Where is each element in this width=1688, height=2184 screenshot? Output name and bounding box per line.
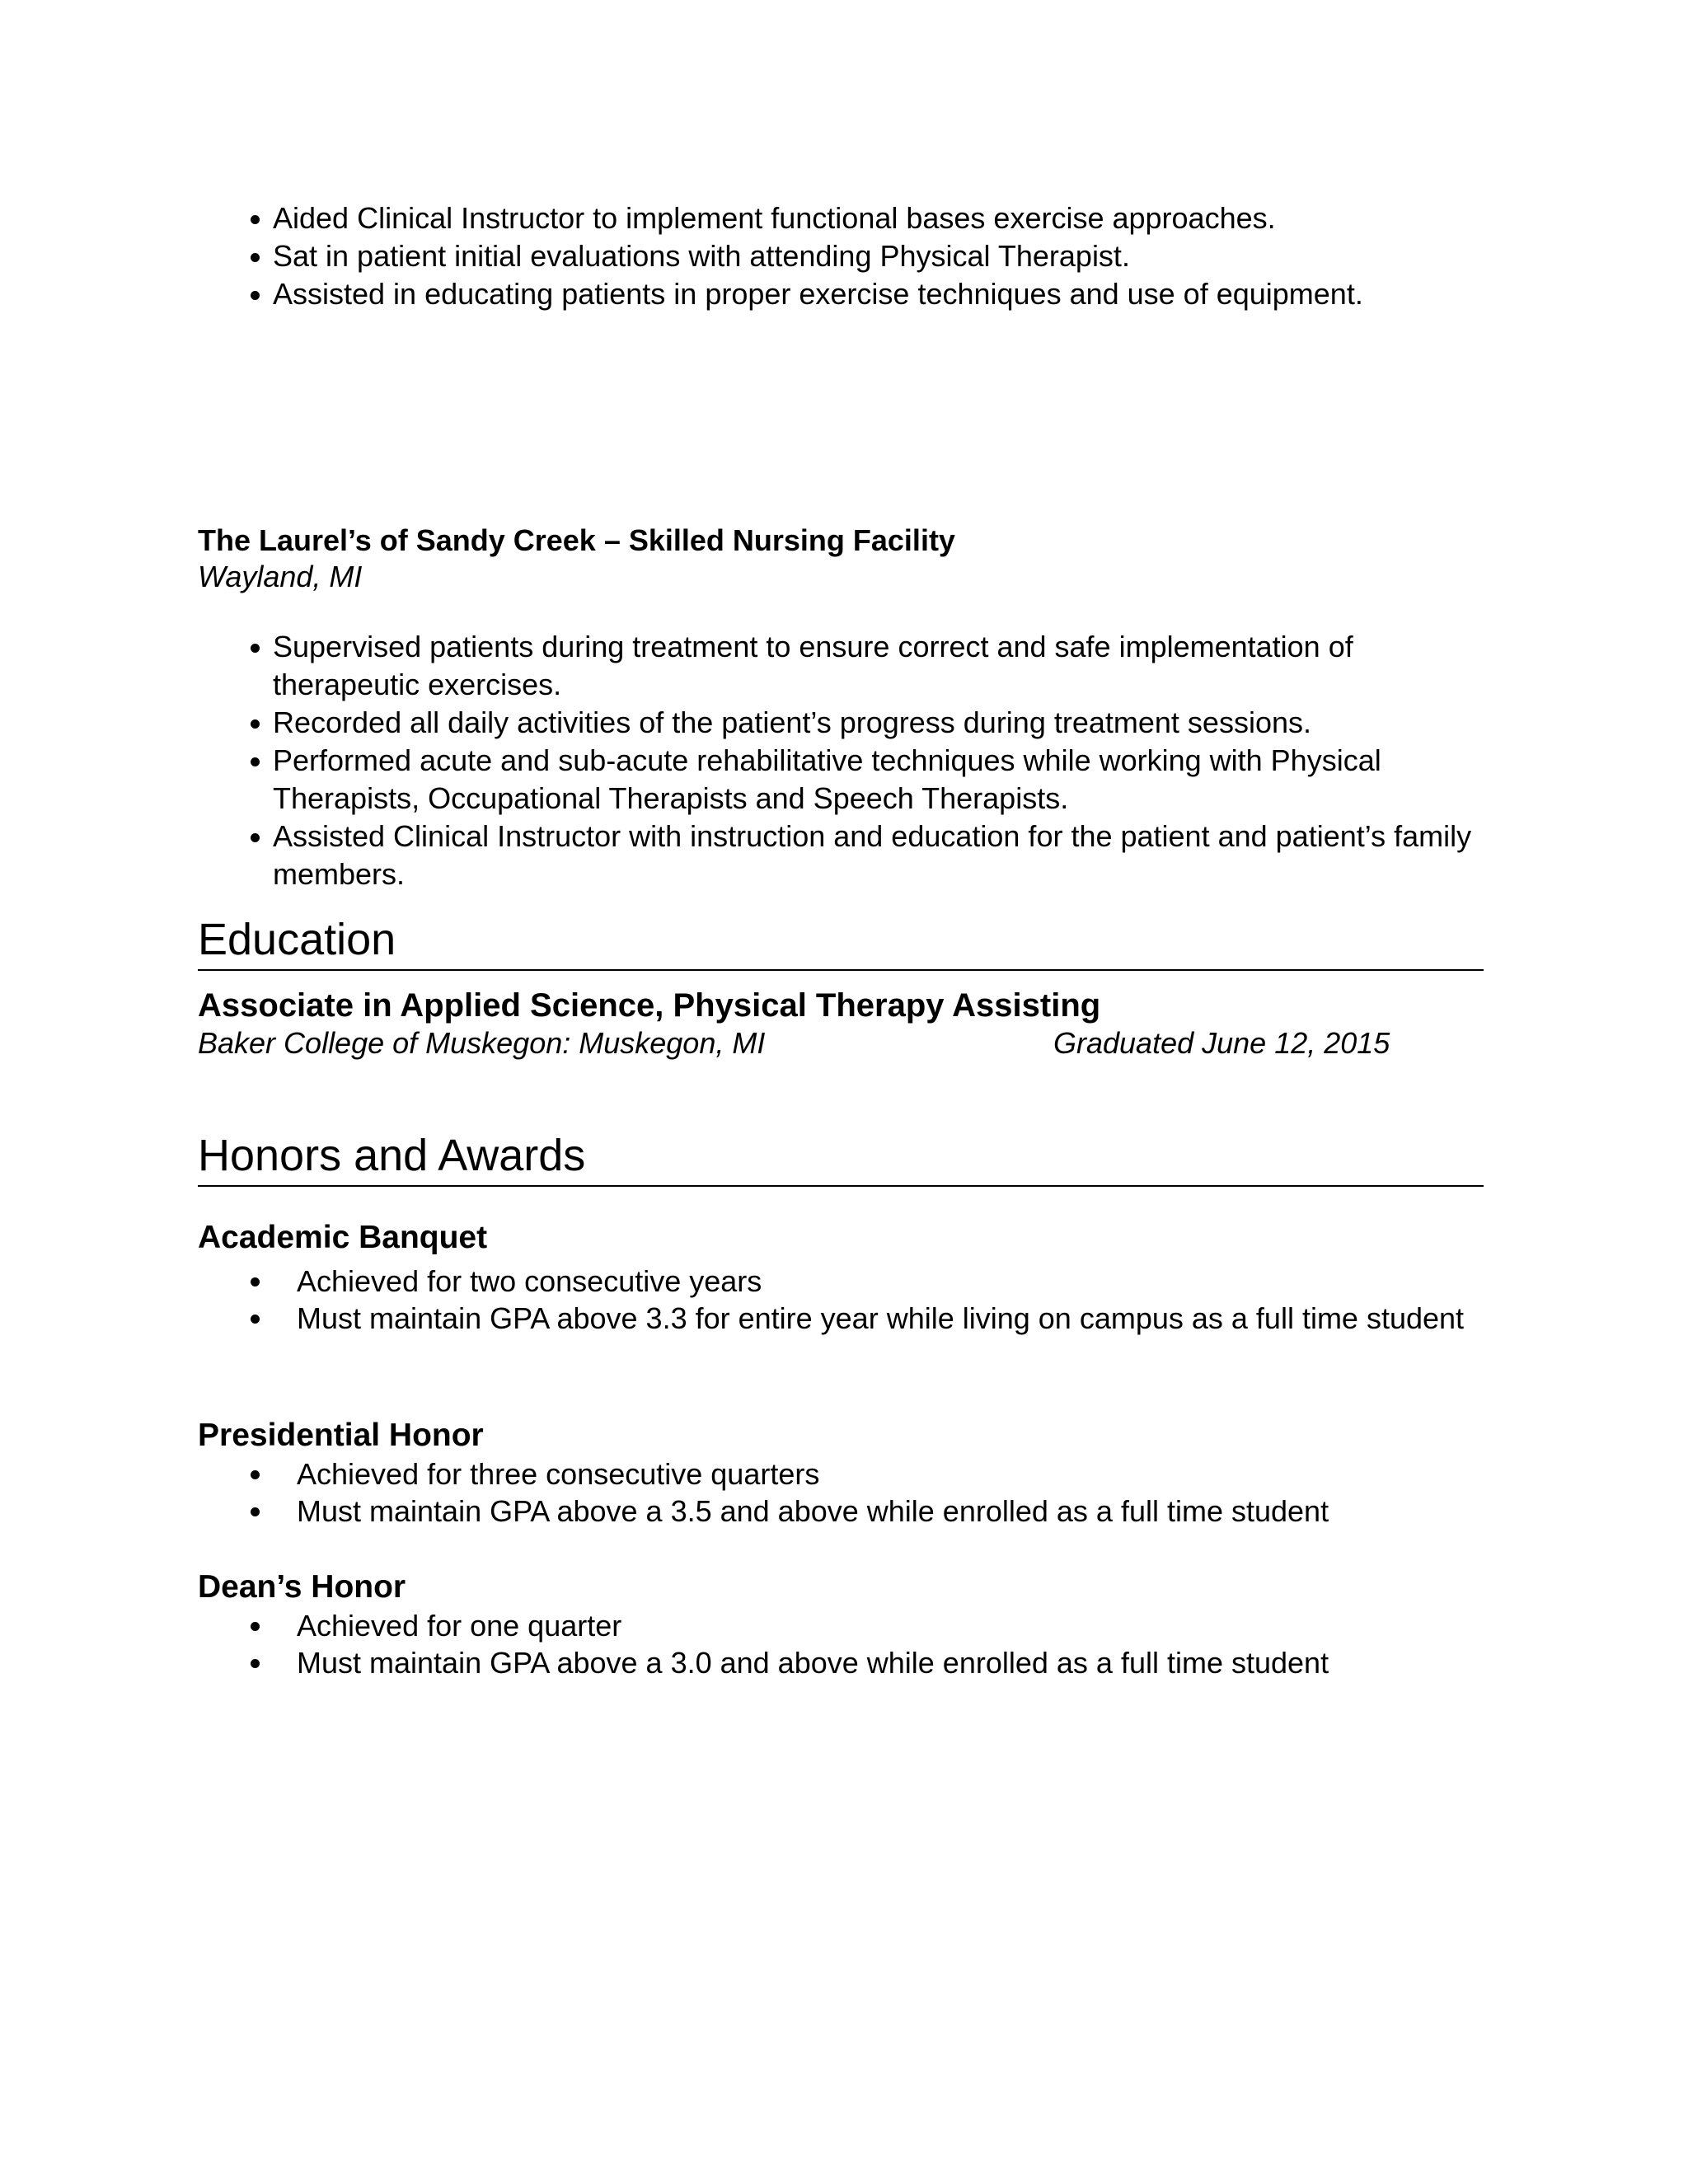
- education-heading: Education: [198, 913, 1484, 971]
- award-deans-honor: [198, 1568, 1484, 1681]
- list-item: Assisted in educating patients in proper exercise techniques and use of equipment.: [198, 275, 1484, 313]
- list-item: Recorded all daily activities of the patient’s progress during treatment sessions.: [198, 704, 1484, 742]
- laurels-bullets: [198, 628, 1484, 893]
- list-item: Sat in patient initial evaluations with attending Physical Therapist.: [198, 237, 1484, 275]
- list-item: Must maintain GPA above 3.3 for entire year while living on campus as a full time student: [198, 1300, 1484, 1337]
- school-name: Baker College of Muskegon: Muskegon, MI: [198, 1026, 766, 1060]
- list-item: Achieved for three consecutive quarters: [198, 1455, 1484, 1493]
- list-item: Must maintain GPA above a 3.0 and above while enrolled as a full time student: [198, 1644, 1484, 1681]
- intro-bullet-list: [198, 199, 1484, 313]
- list-item: Aided Clinical Instructor to implement functional bases exercise approaches.: [198, 199, 1484, 237]
- employer-title: The Laurel’s of Sandy Creek – Skilled Nursing Facility: [198, 523, 955, 557]
- list-item: Must maintain GPA above a 3.5 and above while enrolled as a full time student: [198, 1493, 1484, 1530]
- laurels-bullet-list: [198, 628, 1484, 893]
- list-item: Performed acute and sub-acute rehabilitative techniques while working with Physical Therapists, Occupational Therapists and Speech Therapists.: [198, 742, 1484, 818]
- employer-location: Wayland, MI: [198, 560, 363, 593]
- list-item: Achieved for two consecutive years: [198, 1263, 1484, 1300]
- list-item: Supervised patients during treatment to ensure correct and safe implementation of therapeutic exercises.: [198, 628, 1484, 704]
- award-bullet-list: [198, 1263, 1484, 1337]
- award-presidential-honor: [198, 1416, 1484, 1530]
- award-title: Dean’s Honor: [198, 1569, 406, 1605]
- honors-section: [198, 1129, 1484, 1187]
- award-bullet-list: [198, 1455, 1484, 1530]
- education-entry: [198, 986, 1484, 1062]
- laurels-header: [198, 523, 1484, 595]
- education-details-row: [198, 1025, 1484, 1062]
- intro-bullets: [198, 199, 1484, 313]
- honors-heading: Honors and Awards: [198, 1129, 1484, 1187]
- education-section: [198, 913, 1484, 971]
- award-bullet-list: [198, 1607, 1484, 1681]
- award-title: Presidential Honor: [198, 1418, 484, 1453]
- degree-title: Associate in Applied Science, Physical Therapy Assisting: [198, 987, 1101, 1024]
- list-item: Assisted Clinical Instructor with instruction and education for the patient and patient’s family members.: [198, 818, 1484, 893]
- award-academic-banquet: [198, 1218, 1484, 1337]
- graduation-date: Graduated June 12, 2015: [1053, 1026, 1390, 1060]
- award-title: Academic Banquet: [198, 1220, 488, 1255]
- list-item: Achieved for one quarter: [198, 1607, 1484, 1644]
